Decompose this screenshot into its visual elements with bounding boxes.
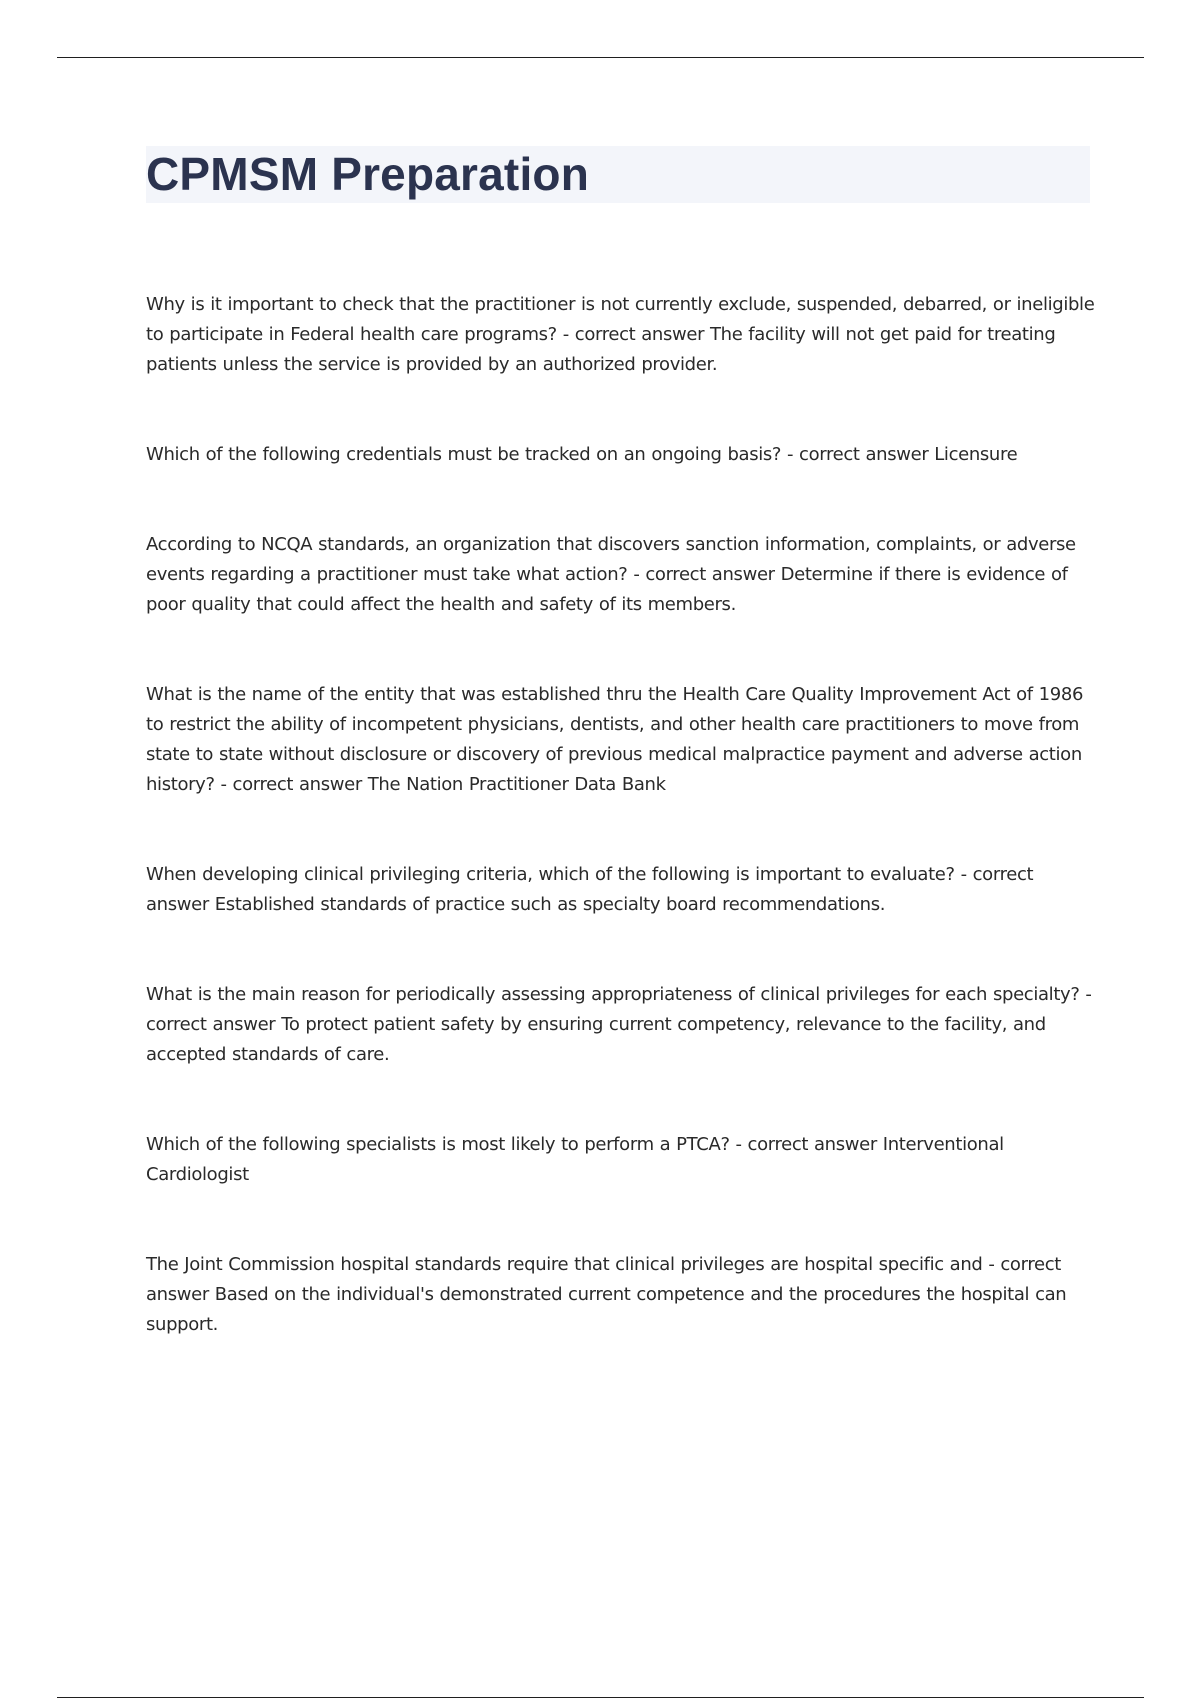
page-title: CPMSM Preparation [146, 148, 590, 200]
qa-list [146, 290, 1096, 1400]
qa-item: Which of the following credentials must be tracked on an ongoing basis? - correct answer Licensure [146, 444, 1018, 465]
qa-item: Why is it important to check that the practitioner is not currently exclude, suspended, debarred, or ineligible to participate in Federal health care programs? - correct answer The facility will not get paid for treating patients unless the service is provided by an authorized provider. [146, 294, 1095, 375]
qa-item: Which of the following specialists is most likely to perform a PTCA? - correct answer Interventional Cardiologist [146, 1134, 1004, 1185]
qa-item: What is the main reason for periodically assessing appropriateness of clinical privileges for each specialty? - correct answer To protect patient safety by ensuring current competency, relevance to the facility, and accepted standards of care. [146, 984, 1092, 1065]
qa-item: What is the name of the entity that was established thru the Health Care Quality Improvement Act of 1986 to restrict the ability of incompetent physicians, dentists, and other health care practitioners to move from state to state without disclosure or discovery of previous medical malpractice payment and adverse action history? - correct answer The Nation Practitioner Data Bank [146, 684, 1084, 795]
top-rule [57, 57, 1144, 58]
qa-item: According to NCQA standards, an organization that discovers sanction information, complaints, or adverse events regarding a practitioner must take what action? - correct answer Determine if there is evidence of poor quality that could affect the health and safety of its members. [146, 534, 1076, 615]
qa-item: When developing clinical privileging criteria, which of the following is important to evaluate? - correct answer Established standards of practice such as specialty board recommendations. [146, 864, 1034, 915]
bottom-rule [57, 1697, 1144, 1698]
qa-item: The Joint Commission hospital standards require that clinical privileges are hospital specific and - correct answer Based on the individual's demonstrated current competence and the procedures the hospital can support. [146, 1254, 1067, 1335]
